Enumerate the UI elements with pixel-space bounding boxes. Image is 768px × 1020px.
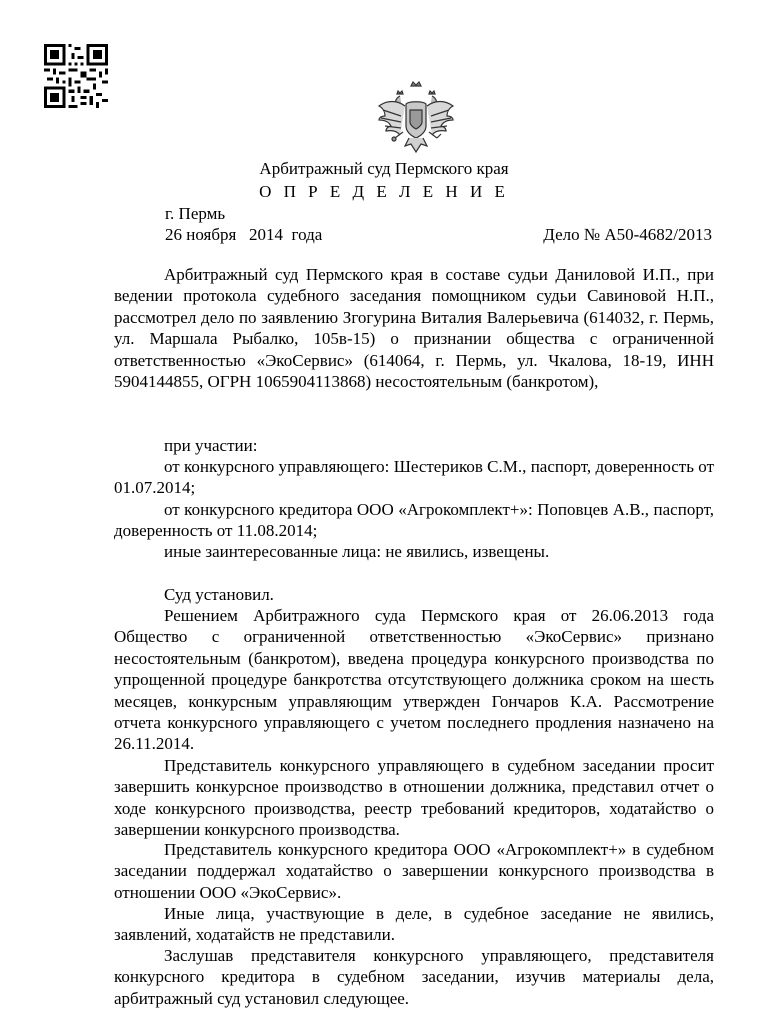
participation-heading: при участии: <box>164 436 258 455</box>
intro-paragraph: Арбитражный суд Пермского края в составе судьи Даниловой И.П., при ведении протокола судебного заседания помощником судьи Савиновой Н.П., рассмотрел дело по заявлению Згогурина Виталия Валерьевича (614032, г. Пермь, ул. Маршала Рыбалко, 105в-15) о признании общества с ограниченной ответственностью «ЭкоСервис» (614064, г. Пермь, ул. Чкалова, 18-19, ИНН 5904144855, ОГРН 1065904113868) несостоятельным (банкротом), <box>114 265 714 392</box>
established-paragraph-2: Представитель конкурсного управляющего в судебном заседании просит завершить конкурсное производство в отношении должника, представил отчет о ходе конкурсного производства, реестр требований кредиторов, ходатайство о завершении конкурсного производства. <box>114 756 714 840</box>
established-heading: Суд установил. <box>164 585 274 604</box>
established-paragraph-5: Заслушав представителя конкурсного управляющего, представителя конкурсного кредитора в судебном заседании, изучив материалы дела, арбитражный суд установил следующее. <box>114 946 714 1008</box>
participant-creditor: от конкурсного кредитора ООО «Агрокомплект+»: Поповцев А.В., паспорт, доверенность от 11.08.2014; <box>114 500 714 541</box>
case-number: Дело № А50-4682/2013 <box>543 225 712 244</box>
coat-of-arms-emblem <box>373 80 459 158</box>
qr-code <box>44 44 108 108</box>
city: г. Пермь <box>165 204 226 223</box>
established-paragraph-4: Иные лица, участвующие в деле, в судебное заседание не явились, заявлений, ходатайств не представили. <box>114 904 714 945</box>
established-paragraph-1: Решением Арбитражного суда Пермского края от 26.06.2013 года Общество с ограниченной ответственностью «ЭкоСервис» признано несостоятельным (банкротом), введена процедура конкурсного производства по упрощенной процедуре банкротства отсутствующего должника сроком на шесть месяцев, конкурсным управляющим утвержден Гончаров К.А. Рассмотрение отчета конкурсного управляющего с учетом последнего продления назначено на 26.11.2014. <box>114 606 714 754</box>
decision-date: 26 ноября 2014 года <box>165 225 323 244</box>
court-name: Арбитражный суд Пермского края <box>259 159 509 178</box>
established-paragraph-3: Представитель конкурсного кредитора ООО «Агрокомплект+» в судебном заседании поддержал ходатайство о завершении конкурсного производства в отношении ООО «ЭкоСервис». <box>114 840 714 902</box>
participant-manager: от конкурсного управляющего: Шестериков С.М., паспорт, доверенность от 01.07.2014; <box>114 457 714 498</box>
participant-others: иные заинтересованные лица: не явились, извещены. <box>164 542 550 561</box>
document-title: О П Р Е Д Е Л Е Н И Е <box>259 182 509 201</box>
